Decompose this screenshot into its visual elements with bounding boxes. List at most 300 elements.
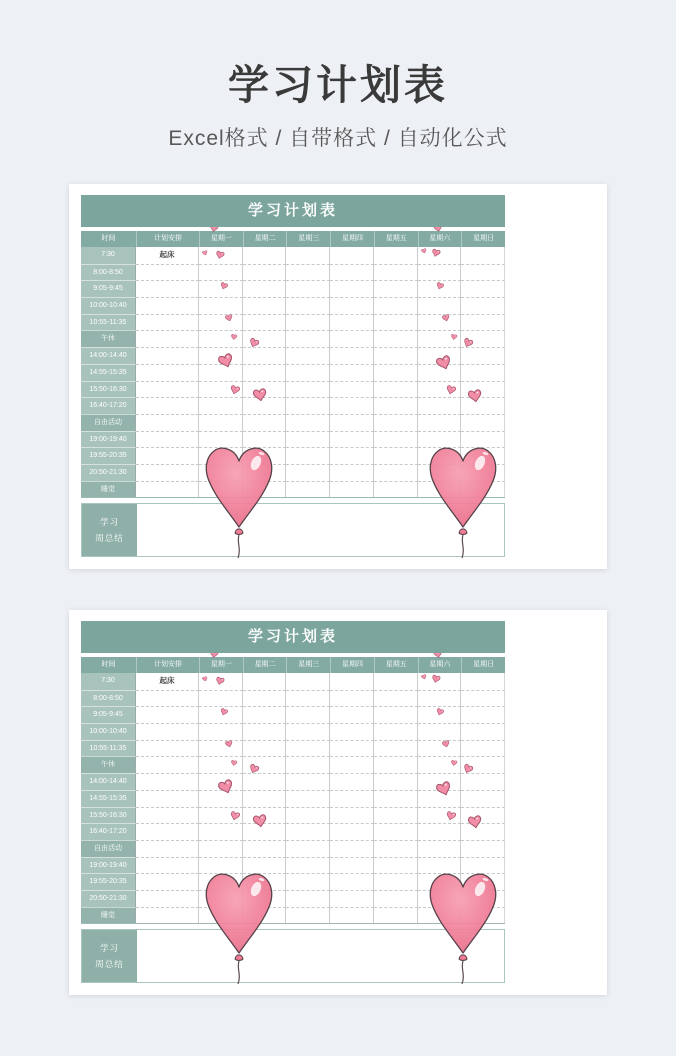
day-cell — [461, 790, 505, 807]
day-cell — [286, 247, 330, 264]
day-cell — [374, 790, 418, 807]
day-cell — [418, 280, 462, 297]
time-cell: 9:05-9:45 — [81, 280, 136, 297]
day-cell — [286, 673, 330, 690]
day-cell — [199, 907, 243, 924]
schedule-row — [81, 264, 505, 281]
day-cell — [374, 756, 418, 773]
day-cell — [374, 431, 418, 448]
time-cell: 8:00-8:50 — [81, 264, 136, 281]
day-cell — [374, 890, 418, 907]
day-cell — [286, 314, 330, 331]
day-cell — [461, 706, 505, 723]
time-cell: 19:55-20:35 — [81, 447, 136, 464]
day-cell — [243, 297, 287, 314]
day-cell — [418, 673, 462, 690]
day-cell — [199, 690, 243, 707]
time-cell: 19:55-20:35 — [81, 873, 136, 890]
schedule-row — [81, 247, 505, 264]
sheet-header-row — [81, 657, 505, 673]
day-cell — [374, 706, 418, 723]
day-cell — [461, 773, 505, 790]
day-cell — [330, 673, 374, 690]
day-cell — [418, 364, 462, 381]
column-header: 星期日 — [461, 657, 505, 673]
day-cell — [243, 723, 287, 740]
preview-cards-container — [0, 184, 676, 995]
page-subtitle: Excel格式 / 自带格式 / 自动化公式 — [168, 127, 508, 150]
plan-cell — [136, 447, 199, 464]
summary-label-line1: 学习 — [99, 943, 119, 954]
day-cell — [199, 464, 243, 481]
day-cell — [418, 347, 462, 364]
plan-cell — [136, 723, 199, 740]
plan-cell — [136, 890, 199, 907]
day-cell — [199, 873, 243, 890]
plan-cell: 起床 — [136, 247, 199, 264]
day-cell — [243, 397, 287, 414]
day-cell — [374, 773, 418, 790]
day-cell — [330, 264, 374, 281]
day-cell — [330, 740, 374, 757]
day-cell — [286, 873, 330, 890]
plan-cell — [136, 823, 199, 840]
day-cell — [418, 297, 462, 314]
day-cell — [418, 397, 462, 414]
plan-cell — [136, 773, 199, 790]
day-cell — [199, 447, 243, 464]
schedule-row — [81, 381, 505, 398]
day-cell — [330, 364, 374, 381]
day-cell — [286, 706, 330, 723]
plan-cell — [136, 264, 199, 281]
day-cell — [330, 890, 374, 907]
column-header: 星期日 — [461, 231, 505, 247]
plan-cell — [136, 347, 199, 364]
column-header: 计划安排 — [136, 231, 199, 247]
day-cell — [374, 740, 418, 757]
plan-cell — [136, 297, 199, 314]
time-cell: 20:50-21:30 — [81, 464, 136, 481]
day-cell — [330, 481, 374, 498]
summary-notes-area — [137, 504, 504, 556]
day-cell — [243, 247, 287, 264]
day-cell — [418, 414, 462, 431]
day-cell — [330, 381, 374, 398]
day-cell — [374, 723, 418, 740]
day-cell — [374, 264, 418, 281]
plan-cell — [136, 464, 199, 481]
day-cell — [243, 790, 287, 807]
schedule-row — [81, 314, 505, 331]
day-cell — [330, 873, 374, 890]
time-cell: 8:00-8:50 — [81, 690, 136, 707]
summary-section — [81, 929, 505, 983]
time-cell: 10:55-11:35 — [81, 314, 136, 331]
day-cell — [418, 431, 462, 448]
column-header: 计划安排 — [136, 657, 199, 673]
day-cell — [461, 464, 505, 481]
plan-cell — [136, 431, 199, 448]
time-cell: 14:55-15:35 — [81, 790, 136, 807]
time-cell: 自由活动 — [81, 840, 136, 857]
day-cell — [286, 347, 330, 364]
plan-cell — [136, 414, 199, 431]
day-cell — [461, 823, 505, 840]
day-cell — [461, 314, 505, 331]
schedule-row — [81, 690, 505, 707]
day-cell — [374, 690, 418, 707]
day-cell — [330, 397, 374, 414]
day-cell — [286, 264, 330, 281]
day-cell — [374, 314, 418, 331]
day-cell — [461, 264, 505, 281]
schedule-row — [81, 723, 505, 740]
day-cell — [243, 330, 287, 347]
day-cell — [374, 381, 418, 398]
day-cell — [374, 807, 418, 824]
day-cell — [286, 857, 330, 874]
day-cell — [286, 807, 330, 824]
day-cell — [418, 706, 462, 723]
schedule-row — [81, 907, 505, 924]
day-cell — [243, 481, 287, 498]
day-cell — [330, 314, 374, 331]
column-header: 时间 — [101, 235, 116, 242]
day-cell — [374, 857, 418, 874]
day-cell — [461, 673, 505, 690]
day-cell — [330, 773, 374, 790]
plan-cell — [136, 330, 199, 347]
summary-label-line1: 学习 — [99, 517, 119, 528]
day-cell — [374, 673, 418, 690]
plan-cell — [136, 314, 199, 331]
column-header: 星期二 — [243, 231, 287, 247]
day-cell — [330, 907, 374, 924]
day-cell — [199, 381, 243, 398]
day-cell — [286, 740, 330, 757]
day-cell — [418, 740, 462, 757]
day-cell — [418, 481, 462, 498]
day-cell — [199, 790, 243, 807]
day-cell — [243, 873, 287, 890]
day-cell — [330, 447, 374, 464]
day-cell — [199, 773, 243, 790]
schedule-row — [81, 807, 505, 824]
day-cell — [286, 431, 330, 448]
plan-cell — [136, 397, 199, 414]
day-cell — [199, 264, 243, 281]
schedule-row — [81, 464, 505, 481]
day-cell — [286, 756, 330, 773]
day-cell — [286, 464, 330, 481]
day-cell — [418, 790, 462, 807]
day-cell — [199, 397, 243, 414]
day-cell — [374, 247, 418, 264]
plan-cell — [136, 381, 199, 398]
day-cell — [461, 297, 505, 314]
day-cell — [461, 890, 505, 907]
plan-cell — [136, 756, 199, 773]
time-cell: 16:40-17:20 — [81, 823, 136, 840]
plan-cell — [136, 740, 199, 757]
schedule-row — [81, 431, 505, 448]
day-cell — [374, 347, 418, 364]
day-cell — [286, 823, 330, 840]
day-cell — [330, 280, 374, 297]
day-cell — [199, 297, 243, 314]
time-cell: 10:00-10:40 — [81, 297, 136, 314]
column-header: 星期五 — [374, 657, 418, 673]
day-cell — [243, 464, 287, 481]
day-cell — [374, 873, 418, 890]
time-cell: 19:00-19:40 — [81, 857, 136, 874]
day-cell — [243, 740, 287, 757]
schedule-row — [81, 347, 505, 364]
schedule-row — [81, 414, 505, 431]
column-header: 星期四 — [330, 657, 374, 673]
page-header — [0, 0, 676, 152]
time-cell: 自由活动 — [81, 414, 136, 431]
schedule-row — [81, 890, 505, 907]
day-cell — [199, 890, 243, 907]
day-cell — [374, 823, 418, 840]
day-cell — [199, 330, 243, 347]
day-cell — [243, 840, 287, 857]
day-cell — [199, 840, 243, 857]
day-cell — [418, 907, 462, 924]
day-cell — [374, 464, 418, 481]
day-cell — [286, 297, 330, 314]
day-cell — [374, 297, 418, 314]
day-cell — [418, 381, 462, 398]
day-cell — [461, 414, 505, 431]
sheet-header-row — [81, 231, 505, 247]
column-header: 星期三 — [286, 657, 330, 673]
plan-cell: 起床 — [136, 673, 199, 690]
day-cell — [199, 280, 243, 297]
day-cell — [286, 790, 330, 807]
time-cell: 睡觉 — [81, 907, 136, 924]
schedule-row — [81, 823, 505, 840]
day-cell — [461, 857, 505, 874]
spreadsheet-preview — [81, 195, 505, 559]
day-cell — [374, 481, 418, 498]
day-cell — [243, 773, 287, 790]
column-header: 星期五 — [374, 231, 418, 247]
time-cell: 午休 — [81, 756, 136, 773]
summary-label — [82, 504, 137, 556]
day-cell — [243, 381, 287, 398]
day-cell — [418, 807, 462, 824]
schedule-row — [81, 397, 505, 414]
day-cell — [286, 690, 330, 707]
time-cell: 16:40-17:20 — [81, 397, 136, 414]
sheet-body — [81, 673, 505, 924]
day-cell — [199, 481, 243, 498]
day-cell — [418, 723, 462, 740]
column-header: 星期二 — [243, 657, 287, 673]
day-cell — [286, 381, 330, 398]
day-cell — [461, 723, 505, 740]
summary-label — [82, 930, 137, 982]
plan-cell — [136, 873, 199, 890]
day-cell — [330, 840, 374, 857]
plan-cell — [136, 857, 199, 874]
day-cell — [418, 464, 462, 481]
day-cell — [243, 280, 287, 297]
day-cell — [461, 907, 505, 924]
plan-cell — [136, 840, 199, 857]
day-cell — [330, 706, 374, 723]
day-cell — [374, 414, 418, 431]
day-cell — [199, 673, 243, 690]
day-cell — [418, 756, 462, 773]
day-cell — [286, 364, 330, 381]
plan-cell — [136, 690, 199, 707]
day-cell — [374, 447, 418, 464]
time-cell: 14:00-14:40 — [81, 347, 136, 364]
day-cell — [418, 447, 462, 464]
spreadsheet-preview — [81, 621, 505, 985]
day-cell — [243, 823, 287, 840]
day-cell — [199, 740, 243, 757]
column-header: 星期一 — [199, 657, 243, 673]
day-cell — [243, 857, 287, 874]
day-cell — [243, 756, 287, 773]
column-header: 星期四 — [330, 231, 374, 247]
time-cell: 睡觉 — [81, 481, 136, 498]
day-cell — [461, 397, 505, 414]
day-cell — [243, 414, 287, 431]
summary-section — [81, 503, 505, 557]
day-cell — [199, 314, 243, 331]
day-cell — [243, 907, 287, 924]
day-cell — [330, 431, 374, 448]
day-cell — [330, 807, 374, 824]
column-header: 星期一 — [199, 231, 243, 247]
plan-cell — [136, 807, 199, 824]
day-cell — [461, 756, 505, 773]
day-cell — [243, 673, 287, 690]
day-cell — [199, 247, 243, 264]
day-cell — [374, 280, 418, 297]
day-cell — [286, 907, 330, 924]
page-title: 学习计划表 — [228, 62, 448, 108]
day-cell — [286, 330, 330, 347]
column-header: 星期六 — [418, 657, 462, 673]
day-cell — [330, 756, 374, 773]
day-cell — [330, 297, 374, 314]
day-cell — [243, 890, 287, 907]
day-cell — [330, 464, 374, 481]
time-cell: 午休 — [81, 330, 136, 347]
day-cell — [286, 840, 330, 857]
day-cell — [461, 873, 505, 890]
schedule-row — [81, 873, 505, 890]
summary-label-line2: 周总结 — [95, 959, 124, 970]
plan-cell — [136, 280, 199, 297]
schedule-row — [81, 481, 505, 498]
day-cell — [243, 706, 287, 723]
schedule-row — [81, 740, 505, 757]
day-cell — [330, 347, 374, 364]
plan-cell — [136, 907, 199, 924]
schedule-row — [81, 857, 505, 874]
plan-cell — [136, 790, 199, 807]
day-cell — [374, 840, 418, 857]
day-cell — [418, 247, 462, 264]
sheet-body — [81, 247, 505, 498]
day-cell — [286, 280, 330, 297]
column-header: 星期六 — [418, 231, 462, 247]
day-cell — [461, 740, 505, 757]
schedule-row — [81, 840, 505, 857]
day-cell — [330, 330, 374, 347]
summary-label-line2: 周总结 — [95, 533, 124, 544]
day-cell — [330, 690, 374, 707]
day-cell — [199, 706, 243, 723]
day-cell — [286, 890, 330, 907]
schedule-row — [81, 673, 505, 690]
column-header: 时间 — [101, 661, 116, 668]
schedule-row — [81, 447, 505, 464]
template-preview-card[interactable] — [69, 184, 607, 569]
day-cell — [418, 690, 462, 707]
schedule-row — [81, 330, 505, 347]
day-cell — [461, 347, 505, 364]
day-cell — [374, 364, 418, 381]
day-cell — [286, 773, 330, 790]
day-cell — [461, 807, 505, 824]
day-cell — [330, 823, 374, 840]
day-cell — [199, 414, 243, 431]
time-cell: 10:00-10:40 — [81, 723, 136, 740]
schedule-row — [81, 364, 505, 381]
day-cell — [199, 807, 243, 824]
day-cell — [461, 330, 505, 347]
day-cell — [461, 364, 505, 381]
day-cell — [243, 690, 287, 707]
day-cell — [286, 447, 330, 464]
day-cell — [243, 447, 287, 464]
time-cell: 7:30 — [81, 673, 136, 690]
day-cell — [418, 890, 462, 907]
time-cell: 15:50-16:30 — [81, 807, 136, 824]
template-preview-card[interactable] — [69, 610, 607, 995]
day-cell — [199, 364, 243, 381]
day-cell — [418, 330, 462, 347]
time-cell: 19:00-19:40 — [81, 431, 136, 448]
day-cell — [243, 807, 287, 824]
day-cell — [330, 414, 374, 431]
day-cell — [461, 280, 505, 297]
day-cell — [199, 756, 243, 773]
day-cell — [461, 431, 505, 448]
schedule-row — [81, 790, 505, 807]
day-cell — [286, 481, 330, 498]
sheet-title: 学习计划表 — [81, 621, 505, 653]
schedule-row — [81, 773, 505, 790]
plan-cell — [136, 364, 199, 381]
day-cell — [418, 873, 462, 890]
day-cell — [243, 431, 287, 448]
day-cell — [286, 397, 330, 414]
day-cell — [243, 264, 287, 281]
day-cell — [199, 857, 243, 874]
day-cell — [199, 823, 243, 840]
day-cell — [418, 314, 462, 331]
